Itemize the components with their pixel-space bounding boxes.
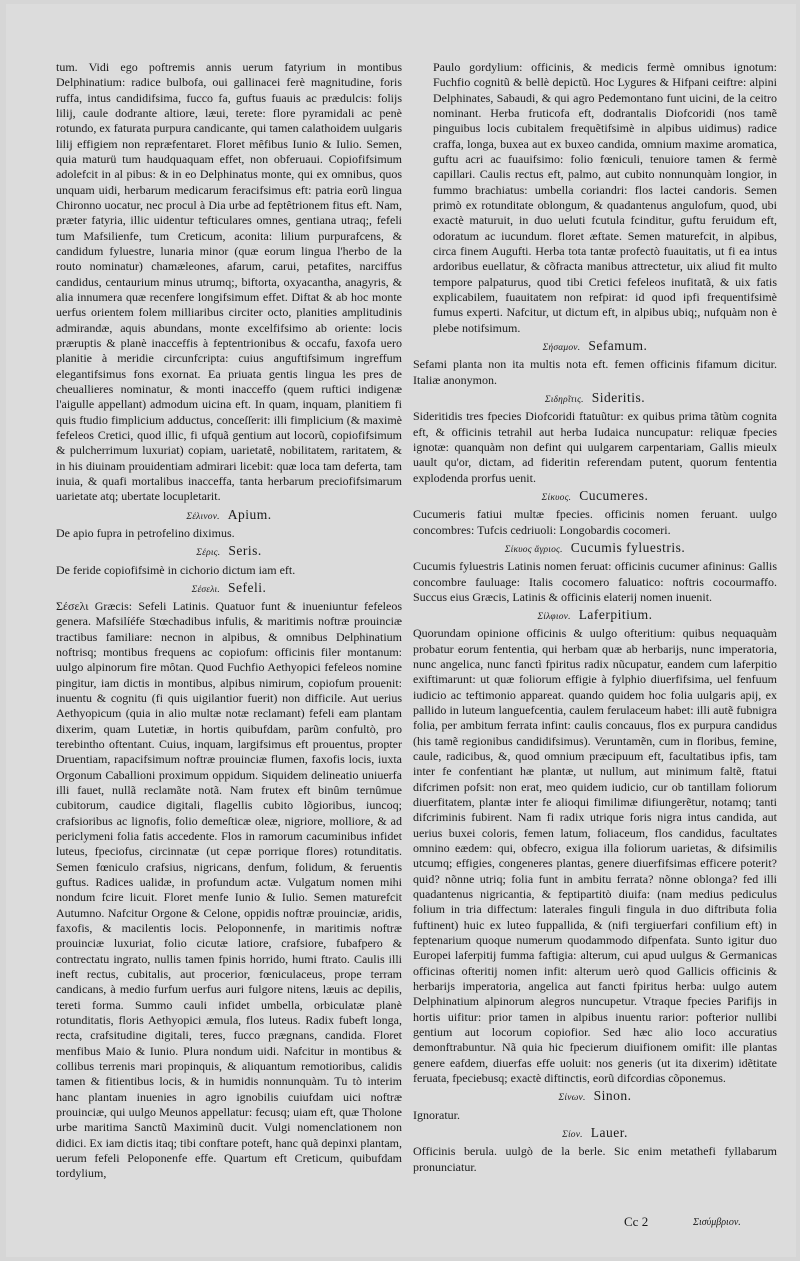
- cucumeres-greek-label: Σίκυος.: [541, 492, 572, 503]
- sesamum-paragraph: Sefami planta non ita multis nota eft. femen officinis fifamum dicitur. Italiæ anonymon.: [413, 357, 777, 387]
- sideritis-greek-label: Σιδηρῖτις.: [544, 394, 584, 405]
- catchword: Σισύμβριον.: [693, 1217, 741, 1228]
- apium-paragraph: De apio fupra in petrofelino diximus.: [56, 525, 235, 540]
- lauer-greek-label: Σίον.: [562, 1129, 583, 1140]
- left-column: [56, 60, 402, 1182]
- cucumeres-paragraph: Cucumeris fatiui multæ fpecies. officinis nomen feruant. uulgo concombres: Tufcis cedriuoli: Longobardis cocomeri.: [413, 507, 777, 537]
- sinon-heading: [413, 1088, 777, 1106]
- cucumis-greek-label: Σίκυος ἄγριος.: [504, 544, 563, 555]
- seseli-greek-label: Σέσελι.: [191, 584, 220, 595]
- seris-heading: [56, 543, 402, 561]
- laserpitium-greek-label: Σίλφιον.: [537, 612, 571, 623]
- seseli-paragraph: Σέσελι Græcis: Sefeli Latinis. Quatuor funt & inueniuntur fefeleos genera. Mafsilíéfe Stœchadibus infulis, & maritimis noftræ prouinciæ tractibus familiare: necnon in alpibus, & omnibus Delphinatium noftrisq; montibus frequens ac copiofum: officinis filer montanum: uulgo alpinorum fire môtan. Quod Fuchfio Aethyopici fefeleos nomine pingitur, iam dictis in montibus, alpibus nimirum, copiofum prouenit: inuentu & cognitu (fi quis uigilantior fuerit) non difficile. Aut uerius Aethyopicum (quia in alio multæ notæ reclamant) fefeli eam plantam dixerim, quam Lutetiæ, in hortis quibufdam, parũm confultò, pro terebintho oftentant. Cuius, inquam, largifsimus eft prouentus, propter Druentiam, rapacifsimum noftræ prouinciæ flumen, faxofis locis, iuxta Orgonum Caballioni proximum oppidum. Siquidem delineatio uniuerfa illi fauet, nullã reclamãte notã. Nam frutex eft binûm ternûmue cubitorum, caudice digitali, flagellis cubito lõgioribus, iuncoq; crafsioribus ac lignofis, folio demeſticæ oleæ, nigriore, molliore, & ad periclymeni folia fatis accedente. Flos in ramorum cacuminibus infidet luteus, fpeciofus, circinnatæ (ut cepæ porrique flores) rotunditatis. Semen fœniculo crafsius, nigricans, denfum, folidum, & feruentis guftus. Radices ualidæ, in profundum actæ. Vulgatum nomen mihi nondum fcire licuit. Floret menfe Iunio & Iulio. Semen maturefcit Autumno. Nafcitur Orgone & Celone, oppidis noftræ prouinciæ, aridis, faxofis, & macilentis locis. Peloponnenfe, in maritimis noftræ prouinciæ luxuriat, folio cicutæ latiore, crafsiore, fubafpero & contrectatu ingrato, nullis tamen fpinis horrido, humi ftrato. Caulis illi ineft rectus, cubitalis, aut procerior, fœniculaceus, prope terram candicans, à medio furfum uerfus auri fulgore nitens, læuis ac depilis, tereti forma. Summo cauli infidet umbella, orbiculatæ planè rotunditatis, floris Aethyopici æmula, flos luteus. Radix fubeft longa, recta, crafsitudine digitali, teres, fucco prægnans, candida. Floret menfibus Maio & Iunio. Plura nondum uidi. Nafcitur in montibus & collibus terrenis mari propinquis, & aliquantum remotioribus, calidis tamen & fitientibus locis, & in humidis nonnunquàm. Tu tò interim hanc plantam inuenies in agro ignobilis cuiufdam uici noftræ prouinciæ, qui uulgo Meunos appellatur: fecusq; uiam eft, quæ Tholone urbe maritima Sanctũ Maximinũ ducit. Vulgi nomenclationem non didici. Ex iam dictis itaq; tibi conftare poteft, hanc quã depinxi plantam, uerum fefeli Peloponenfe effe. Quartum eft Creticum, quibufdam tordylium,: [56, 599, 402, 1181]
- lauer-latin-label: Lauer.: [590, 1124, 628, 1140]
- cucumis-heading: [413, 540, 777, 558]
- lauer-heading: [413, 1125, 777, 1143]
- lauer-paragraph: Officinis berula. uulgò de la berle. Sic enim metathefi fyllabarum pronunciatur.: [413, 1144, 777, 1174]
- right-column: [413, 60, 777, 1175]
- sideritis-latin-label: Sideritis.: [591, 389, 646, 405]
- laserpitium-latin-label: Laferpitium.: [578, 607, 653, 623]
- sinon-paragraph: Ignoratur.: [413, 1107, 460, 1122]
- cucumis-latin-label: Cucumis fyluestris.: [570, 539, 686, 555]
- seseli-continuation-paragraph: Paulo gordylium: officinis, & medicis fermè omnibus ignotum: Fuchfio cognitũ & bellè depictũ. Hoc Lygures & Hifpani ceiftre: alpini Delphinates, Sabaudi, & qui agro Pedemontano funt uicini, de la ceitro nominant. Herba fruticofa eft, dodrantalis Diofcoridi (nos tamẽ pinguibus locis cubitalem frequẽtifsimè in alpibus uidimus) radice craffa, longa, buxea aut ex buxeo candida, omnium maxime aromatica, guftu acri ac fuauifsimo: folio fœniculi, tenuiore tamen & fermè capillari. Caulis rectus eft, palmo, aut cubito nonnunquàm longior, in fummo brachiatus: umbella coriandri: flos lactei candoris. Semen primò ex rotunditate oblongum, & quadantenus angulofum, quod, ubi exactè maturuit, in duo ueluti fcutula fcinditur, guftu feruidum eft, odoratum ac iucundum. floret æftate. Semen maturefcit, in alpibus, circa finem Augufti. Herba tota tantæ profectò fuauitatis, ut fi ea intus ardoribus euellatur, & cõfracta manibus attrectetur, uix aliud fit multo tempore palpaturus, quod tibi Cretici fefeleos inufitatã, & uix fatis explicabilem, fuauitatem non refpirat: id quod ipfi frequentifsimè fumus experti. Nafcitur, ut dictum eft, in alpibus ubiq;, nufquàm non è plebe notifsimum.: [433, 60, 777, 335]
- cucumeres-heading: [413, 488, 777, 506]
- satyrium-paragraph: tum. Vidi ego poftremis annis uerum fatyrium in montibus Delphinatium: radice bulbofa, oui gallinacei ferè magnitudine, foris ruffa, intus candidifsima, fucco fa, guftus fuauis ac prædulcis: folijs lilij, caule dodrante altiore, læui, terete: flore pyramidali ac penè rotundo, ex faturata purpura candicante, qui tamen calathoidem uulgaris lilij effigiem non repræfentaret. Floret mêfibus Iunio & Iulio. Semen, quia maturü tum haudquaquam effet, non obferuaui. Copiofifsimum adolefcit in al pibus: & in eo Delphinatus monte, qui ex omnibus, quos unquam uidi, herbarum medicarum feracifsimus eft: patria eorũ lingua Chironno uocatur, nec procul à Dia urbe ad feptêtrionem fitus eft. Nam, præter fatyria, illic uidentur tefticulares omnes, gentiana utraq;, fefeli tum Mafsilienfe, tum Creticum, aconita: lilium purpurafcens, & candidum fyluestre, lunaria minor (quæ eorum lingua l'herbo de la routo nominatur) chamæleones, afarum, carui, petafites, narciffus candidus, centaurium minus utrumq;, biftorta, oxyacantha, anagyris, & alia innumera quæ recenfere longifsimum effet. Diftat & ab hoc monte uerfus orientem folem milliaribus circiter octo, planities amplitudinis admirandæ, aquis abundans, monte excelfifsimo ab oriente: locis præruptis & planè inacceffis à feptentrionibus & occafu, faxofa uero planitie à meridie circunfcripta: cuius anguftifsimum ingreffum elegantifsimus fons exornat. Ea priuata gentis lingua les pres de cheuallieres nominatur, & monti inacceffo (quem ruftici indigenæ l'aigulle appellant) admodum uicina eft. In quam, inquam, planitiem fi quis ftudio fimplicium adductus, conceſſerit: illi fimplicium (& maximè fefeleos Cretici, quod illic, fi ufquã gentium aut locorũ, copiofifsimum & pulcherrimum luxuriat) copiam, uarietatê, nobilitatem, raritatem, & in his diuinam prouidentiam admirari licebit: quæ loca tam deferta, tam inuia, & quafi mortalibus inacceffa, tanta herbarum preciofifsimarum uarietate atq; ubertate locupletarit.: [56, 60, 402, 504]
- signature-mark: Cc 2: [624, 1214, 649, 1229]
- seris-latin-label: Seris.: [228, 543, 262, 559]
- laserpitium-heading: [413, 607, 777, 625]
- sinon-greek-label: Σίνων.: [558, 1093, 586, 1104]
- seris-paragraph: De feride copiofifsimè in cichorio dictum iam eft.: [56, 562, 296, 577]
- book-page: [6, 4, 796, 1257]
- apium-latin-label: Apium.: [227, 506, 272, 522]
- sesamum-greek-label: Σήσαμον.: [542, 342, 581, 353]
- seris-greek-label: Σέρις.: [196, 548, 221, 559]
- sesamum-heading: [413, 338, 777, 356]
- sinon-latin-label: Sinon.: [593, 1088, 632, 1104]
- laserpitium-paragraph: Quorundam opinione officinis & uulgo ofteritium: quibus nequaquàm probatur eorum fententia, qui herbam quæ ab herbarijs, nunc imperatoria, nunc angelica, nunc fanctì fpiritus radix nũcupatur, eandem cum laferpitio exiftimarunt: ut quæ foliorum effigie à fylphio diuerfifsima, uel fenfuum iudicio ac teftimonio appareat. quando quidem hoc folia uulgaris apij, ex pallido in luteum languefcentia, caulem ferulaceum habet: illi autẽ fubnigra folia, per ambitum ferrata infint: caulis concauus, flos ex purpura candidus (his tamẽ regionibus candidifsimus). Veruntamẽn, cum in floribus, femine, caule, radicibus, &, quod omnium præcipuum eft, facultatibus ipfis, tam inter fe confentiant hæ plantæ, ut nullum, aut minimum faltẽ, ftatui difcrimen pofsit: non erat, meo quidem iudicio, cur ob tantillam foliorum diuerfitatem, plantæ inter fe alioqui fimilimæ difiungerẽtur, notamq; tanti difcriminis fubirent. Nam fi radix utrique foris nigra intus candida, aut uerius buxei coloris, femen latum, foliaceum, flos candidus, facultates omnino eædem: qui, obfecro, exigua illa foliorum uarietas, & difsimilis utcumq; effigies, congeneres plantas, genere diuerfifsimas efficere poterit? quid? nõnne utriq; folia funt in ambitu ferrata? nõnne oblonga? fed illi quadantenus nigricantia, & feptipartitò diuifa: (nam medius pediculus folium in tria diffectum: laterales finguli fingula in duo diftributa folia fuftinent) huic ex luteo fuppallida, & (nifi tergiuerfari confilium eft) in feptenarium quoque numerum quodammodo difpenfata. Sunto igitur duo Europei laferpitij fumma faftigia: alterum, cui apud uulgus & Germanicas officinas ofteritij nomen infit: alterum uerò quod Gallicis officinis & herbarijs imperatoria, angelica aut fancti fpiritus herba: uulgo autem Delphinatium alpinorum alegros nuncupetur. Vtraque fpecies Parifijs in hortis uifitur: prior tamen in alpibus inuentu rarior: pofterior nullibi gentium aut locorum copiofior. Sed hæc alio loco accuratius demonftrabuntur. Nã quia hic fpecierum diuifionem omifit: ille plantas genere eafdem, diuerfas effe uoluit: nos generis (ut ita dixerim) idẽtitate feruata, fpeciebusq; exactè diftinctis, eorũ difcordias cõponemus.: [413, 626, 777, 1085]
- sideritis-paragraph: Sideritidis tres fpecies Diofcoridi ftatuũtur: ex quibus prima tãtùm cognita eft, & officinis tetrahil aut herba Iudaica nuncupatur: reliquæ fpecies ignotæ: quanquàm non defint qui uulgarem carpentariam, Gallis mieulx uault qu'or, dictam, ad fideritin referendam putent, quorum fententia explodenda prorfus uenit.: [413, 409, 777, 485]
- seseli-heading: [56, 580, 402, 598]
- cucumis-paragraph: Cucumis fyluestris Latinis nomen feruat: officinis cucumer afininus: Gallis concombre fauluage: Italis cocomero faluatico: noftris cocourmaffo. Succus eius Græcis, Latinis & officinis elaterij nomen inuenit.: [413, 559, 777, 604]
- seseli-latin-label: Sefeli.: [227, 579, 267, 595]
- apium-greek-label: Σέλινον.: [186, 511, 220, 522]
- sesamum-latin-label: Sefamum.: [588, 337, 648, 353]
- apium-heading: [56, 507, 402, 525]
- sideritis-heading: [413, 390, 777, 408]
- cucumeres-latin-label: Cucumeres.: [579, 487, 649, 503]
